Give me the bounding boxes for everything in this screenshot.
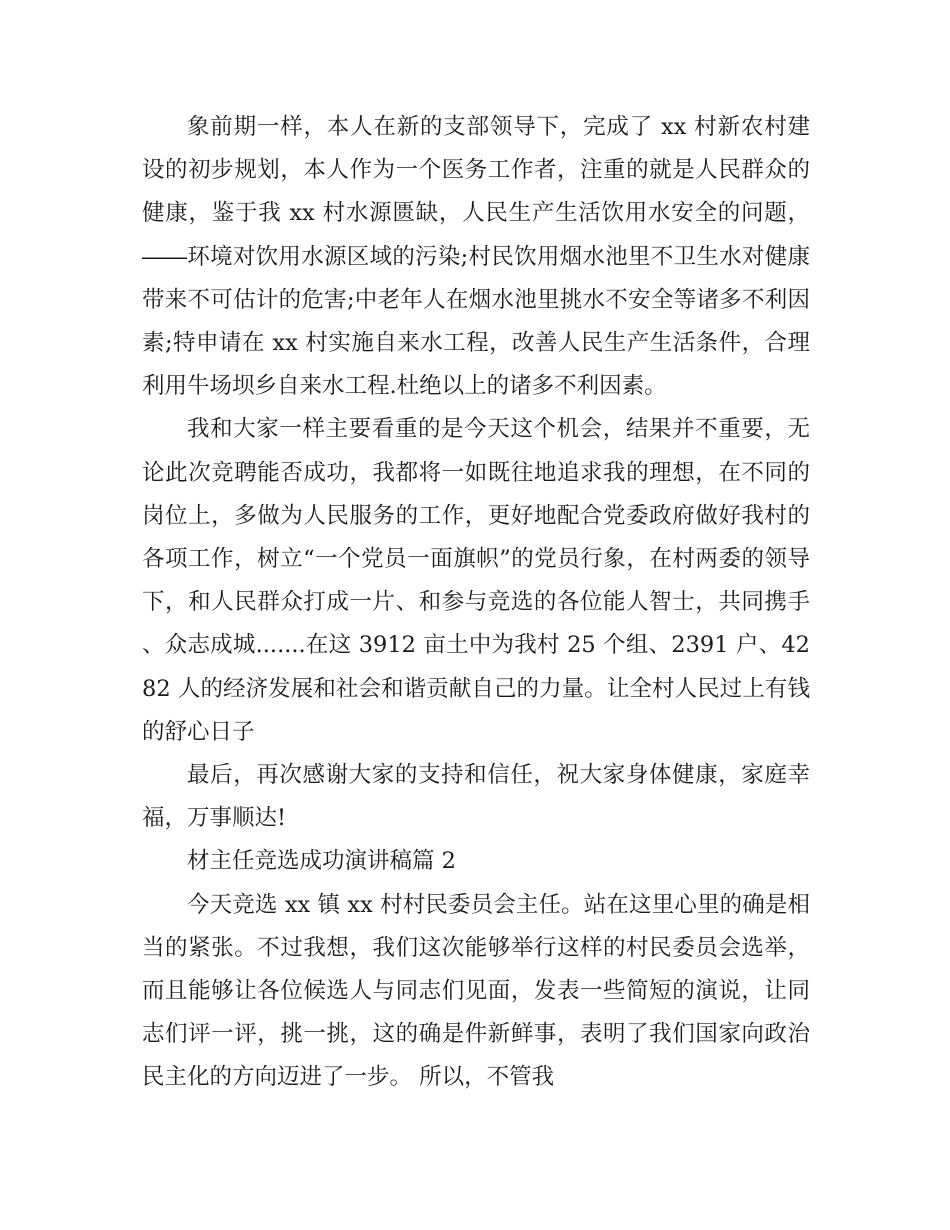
paragraph-election: 今天竞选 xx 镇 xx 村村民委员会主任。站在这里心里的确是相当的紧张。不过我想，我们这次能够举行这样的村民委员会选举，而且能够让各位候选人与同志们见面，发表一些简短的演说，让同志们评一评，挑一挑，这的确是件新鲜事，表明了我们国家向政治民主化的方向迈进了一步。 所以，不管我: [142, 891, 810, 1091]
document-body: [142, 106, 810, 1100]
paragraph-opportunity: 我和大家一样主要看重的是今天这个机会，结果并不重要，无论此次竞聘能否成功，我都将一如既往地追求我的理想，在不同的岗位上，多做为人民服务的工作，更好地配合党委政府做好我村的各项工作，树立“一个党员一面旗帜”的党员行象，在村两委的领导下，和人民群众打成一片、和参与竞选的各位能人智士，共同携手、众志成城.......在这 3912 亩土中为我村 25 个组、2391 户、4282 人的经济发展和社会和谐贡献自己的力量。让全村人民过上有钱的舒心日子: [142, 416, 810, 745]
paragraph-thanks: 最后，再次感谢大家的支持和信任，祝大家身体健康，家庭幸福，万事顺达!: [142, 762, 810, 832]
paragraph-water-project: 象前期一样，本人在新的支部领导下，完成了 xx 村新农村建设的初步规划，本人作为一个医务工作者，注重的就是人民群众的健康，鉴于我 xx 村水源匮缺，人民生产生活饮用水安全的问题，――环境对饮用水源区域的污染;村民饮用烟水池里不卫生水对健康带来不可估计的危害;中老年人在烟水池里挑水不安全等诸多不利因素;特申请在 xx 村实施自来水工程，改善人民生产生活条件，合理利用牛场坝乡自来水工程.杜绝以上的诸多不利因素。: [142, 114, 810, 400]
section-heading: 材主任竞选成功演讲稿篇 2: [187, 848, 456, 875]
